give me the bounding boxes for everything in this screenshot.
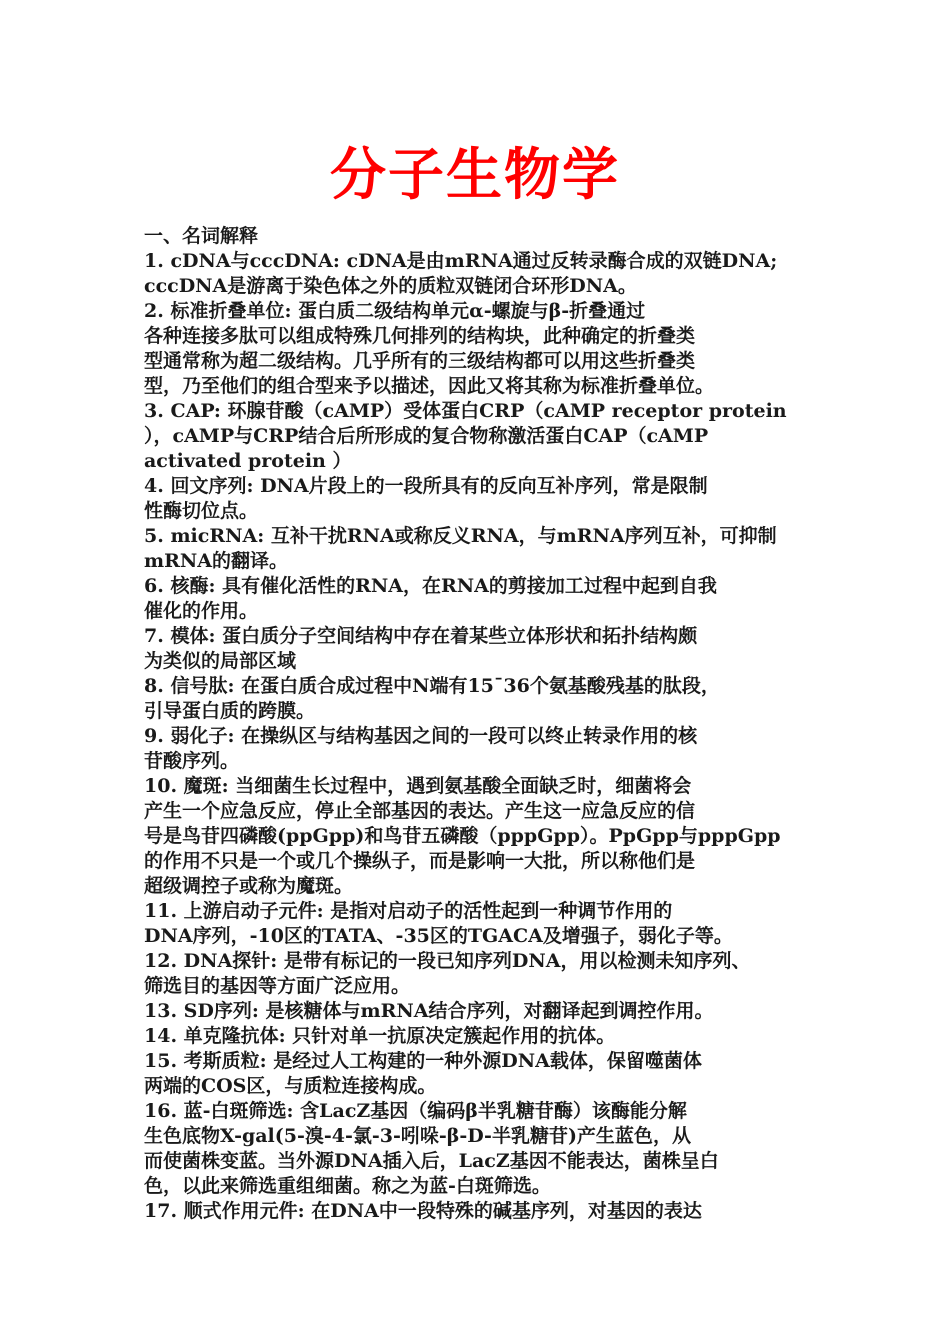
text-line: 引导蛋白质的跨膜。	[144, 700, 316, 722]
text-line: 1. cDNA与cccDNA: cDNA是由mRNA通过反转录酶合成的双链DNA;	[144, 250, 778, 272]
text-line: 性酶切位点。	[144, 500, 259, 522]
text-line: 15. 考斯质粒: 是经过人工构建的一种外源DNA载体，保留噬菌体	[144, 1050, 702, 1072]
text-line: DNA序列，-10区的TATA、-35区的TGACA及增强子，弱化子等。	[144, 925, 733, 947]
text-line: 筛选目的基因等方面广泛应用。	[144, 975, 411, 997]
text-line: 两端的COS区，与质粒连接构成。	[144, 1075, 437, 1097]
text-line: 型通常称为超二级结构。几乎所有的三级结构都可以用这些折叠类	[144, 350, 696, 372]
text-line: activated protein ）	[144, 450, 352, 472]
text-line: 各种连接多肽可以组成特殊几何排列的结构块，此种确定的折叠类	[144, 325, 696, 347]
text-line: 为类似的局部区域	[144, 650, 297, 672]
text-line: 17. 顺式作用元件: 在DNA中一段特殊的碱基序列，对基因的表达	[144, 1200, 702, 1222]
text-line: 10. 魔斑: 当细菌生长过程中，遇到氨基酸全面缺乏时，细菌将会	[144, 775, 692, 797]
text-line: 苷酸序列。	[144, 750, 240, 772]
text-line: 4. 回文序列: DNA片段上的一段所具有的反向互补序列，常是限制	[144, 475, 708, 497]
text-line: 6. 核酶: 具有催化活性的RNA，在RNA的剪接加工过程中起到自我	[144, 575, 717, 597]
text-line: 3. CAP: 环腺苷酸（cAMP）受体蛋白CRP（cAMP receptor protein	[144, 400, 787, 422]
text-line: 生色底物X-gal(5-溴-4-氯-3-吲哚-β-D-半乳糖苷)产生蓝色，从	[144, 1125, 691, 1147]
text-line: 16. 蓝-白斑筛选: 含LacZ基因（编码β半乳糖苷酶）该酶能分解	[144, 1100, 687, 1122]
text-line: ），cAMP与CRP结合后所形成的复合物称激活蛋白CAP（cAMP	[144, 425, 709, 447]
text-line: 的作用不只是一个或几个操纵子，而是影响一大批，所以称他们是	[144, 850, 696, 872]
text-line: 14. 单克隆抗体: 只针对单一抗原决定簇起作用的抗体。	[144, 1025, 616, 1047]
text-line: 型，乃至他们的组合型来予以描述，因此又将其称为标准折叠单位。	[144, 375, 715, 397]
text-line: cccDNA是游离于染色体之外的质粒双链闭合环形DNA。	[144, 275, 637, 297]
text-line: 催化的作用。	[144, 600, 259, 622]
document-body	[144, 224, 812, 1224]
text-line: 11. 上游启动子元件: 是指对启动子的活性起到一种调节作用的	[144, 900, 673, 922]
text-line: 13. SD序列: 是核糖体与mRNA结合序列，对翻译起到调控作用。	[144, 1000, 714, 1022]
text-line: 产生一个应急反应，停止全部基因的表达。产生这一应急反应的信	[144, 800, 696, 822]
text-line: 5. micRNA: 互补干扰RNA或称反义RNA，与mRNA序列互补，可抑制	[144, 525, 777, 547]
text-line: 12. DNA探针: 是带有标记的一段已知序列DNA，用以检测未知序列、	[144, 950, 751, 972]
text-line: 色，以此来筛选重组细菌。称之为蓝-白斑筛选。	[144, 1175, 551, 1197]
text-line: 号是鸟苷四磷酸(ppGpp)和鸟苷五磷酸（pppGpp）。PpGpp与pppGpp	[144, 825, 781, 847]
text-line: 9. 弱化子: 在操纵区与结构基因之间的一段可以终止转录作用的核	[144, 725, 698, 747]
text-line: 2. 标准折叠单位: 蛋白质二级结构单元α-螺旋与β-折叠通过	[144, 300, 646, 322]
text-line: 7. 模体: 蛋白质分子空间结构中存在着某些立体形状和拓扑结构颇	[144, 625, 698, 647]
text-line: 一、名词解释	[144, 225, 259, 247]
page-title: 分子生物学	[330, 142, 620, 208]
text-line: 8. 信号肽: 在蛋白质合成过程中N端有15¯36个氨基酸残基的肽段，	[144, 675, 720, 697]
text-line: mRNA的翻译。	[144, 550, 289, 572]
text-line: 超级调控子或称为魔斑。	[144, 875, 354, 897]
text-line: 而使菌株变蓝。当外源DNA插入后，LacZ基因不能表达，菌株呈白	[144, 1150, 719, 1172]
